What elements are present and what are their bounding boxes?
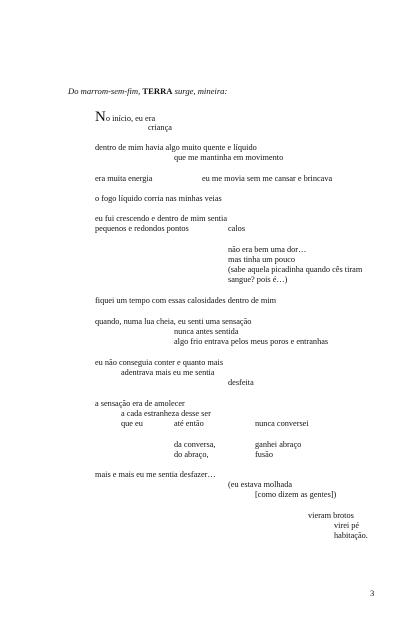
poem-line-20: a sensação era de amolecer <box>95 399 185 408</box>
intro-line <box>68 86 227 96</box>
poem-line-21: a cada estranheza desse ser <box>121 409 211 418</box>
poem-line-19: desfeita <box>228 378 254 387</box>
poem-line-30: habitação. <box>334 531 368 540</box>
poem-line-1 <box>95 110 155 124</box>
poem-line-18: adentrava mais eu me sentia <box>121 368 215 377</box>
poem-line-22b: até então <box>174 419 204 428</box>
poem-line-14: quando, numa lua cheia, eu senti uma sensação <box>95 317 252 326</box>
poem-line-8a: pequenos e redondos pontos <box>95 224 189 233</box>
poem-line-4: que me mantinha em movimento <box>174 153 284 162</box>
poem-line-1-text: o início, eu era <box>105 114 156 123</box>
poem-line-8b: calos <box>228 224 246 233</box>
poem-line-2: criança <box>148 123 172 132</box>
page-number: 3 <box>370 588 375 598</box>
poem-line-5b: eu me movia sem me cansar e brincava <box>202 174 333 183</box>
poem-line-10: mas tinha um pouco <box>228 255 296 264</box>
poem-line-11: (sabe aquela picadinha quando cês tiram <box>228 265 363 274</box>
drop-cap: N <box>95 109 106 125</box>
poem-line-23a: da conversa, <box>174 440 216 449</box>
poem-line-25: mais e mais eu me sentia desfazer… <box>95 470 216 479</box>
poem-line-26: (eu estava molhada <box>228 480 293 489</box>
poem-line-3: dentro de mim havia algo muito quente e líquido <box>95 143 257 152</box>
poem-line-22c: nunca conversei <box>255 419 309 428</box>
poem-line-22a: que eu <box>121 419 143 428</box>
intro-suffix: surge, mineira: <box>172 86 228 96</box>
poem-line-17: eu não conseguia conter e quanto mais <box>95 358 224 367</box>
intro-name: TERRA <box>142 86 173 96</box>
poem-line-5a: era muita energia <box>95 174 153 183</box>
poem-line-29: virei pé <box>334 521 360 530</box>
poem-line-7: eu fui crescendo e dentro de mim sentia <box>95 214 228 223</box>
poem-line-15: nunca antes sentida <box>174 327 239 336</box>
poem-line-6: o fogo líquido corria nas minhas veias <box>95 194 222 203</box>
poem-line-28: vieram brotos <box>308 511 354 520</box>
poem-line-24b: fusão <box>255 450 273 459</box>
intro-prefix: Do marrom-sem-fim, <box>68 86 143 96</box>
poem-line-9: não era bem uma dor… <box>228 245 307 254</box>
poem-line-13: fiquei um tempo com essas calosidades dentro de mim <box>95 296 277 305</box>
poem-line-16: algo frio entrava pelos meus poros e entranhas <box>174 337 329 346</box>
poem-line-12: sangue? pois é…) <box>228 275 288 284</box>
poem-line-24a: do abraço, <box>174 450 209 459</box>
poem-line-27: [como dizem as gentes]) <box>255 490 337 499</box>
poem-line-23b: ganhei abraço <box>255 440 302 449</box>
